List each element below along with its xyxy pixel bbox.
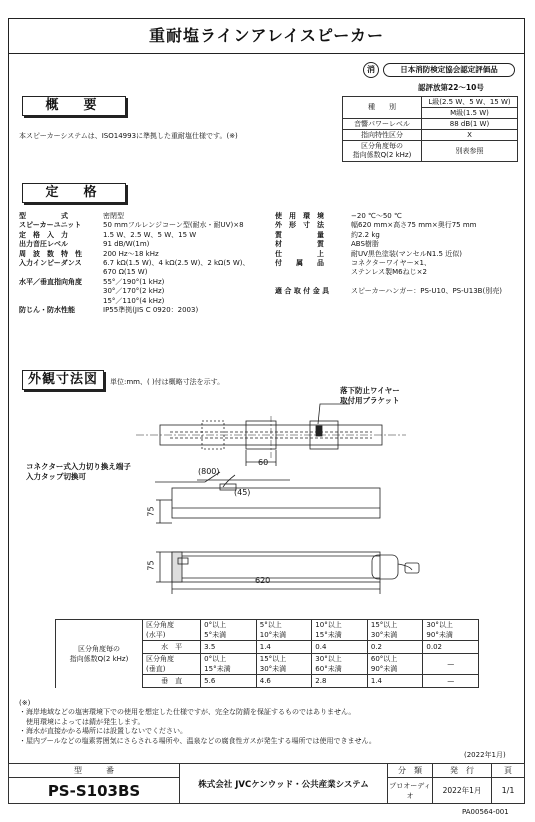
spec-left-row bbox=[19, 268, 269, 277]
horiz-head: 区分角度 (水平) bbox=[143, 620, 201, 641]
spec-right-value: スピーカーハンガー：PS-U10、PS-U13B(別売) bbox=[351, 287, 502, 296]
spec-right-value: ステンレス製M6ねじ×2 bbox=[351, 268, 427, 277]
note-0: (※) bbox=[19, 699, 31, 707]
q-factor-table bbox=[55, 619, 479, 688]
vert-range-2: 15°以上 30°未満 bbox=[256, 654, 312, 675]
note-3: ・海水が直接かかる場所には設置しないでください。 bbox=[19, 727, 187, 736]
dim-60: 60 bbox=[258, 458, 269, 467]
directivity-class-label: 指向特性区分 bbox=[343, 130, 422, 141]
vert-label: 垂 直 bbox=[143, 675, 201, 688]
spec-left-row bbox=[19, 278, 269, 287]
spec-left-label: 定 格 入 力 bbox=[19, 230, 68, 239]
q-table-side-label: 区分角度毎の 指向係数Q(2 kHz) bbox=[56, 620, 143, 688]
directivity-class-value: X bbox=[422, 130, 518, 141]
spec-left-row bbox=[19, 297, 269, 306]
type-value-m: M級(1.5 W) bbox=[422, 108, 518, 119]
type-label: 種 別 bbox=[343, 97, 422, 119]
power-level-label: 音響パワーレベル bbox=[343, 119, 422, 130]
spec-right-value: 耐UV黒色塗装(マンセルN1.5 近似) bbox=[351, 249, 462, 258]
spec-right-row bbox=[275, 240, 525, 249]
spec-left-row bbox=[19, 259, 269, 268]
overview-text: 本スピーカーシステムは、ISO14993に準拠した重耐塩仕様です。(※) bbox=[19, 132, 238, 140]
badge-label: 日本消防検定協会認定評価品 bbox=[383, 63, 515, 77]
spec-right-row bbox=[275, 287, 525, 296]
section-heading-overview: 概 要 bbox=[22, 96, 126, 116]
specs-right bbox=[275, 212, 525, 297]
horiz-range-5: 30°以上 90°未満 bbox=[423, 620, 479, 641]
spec-right-value: コネクターワイヤー×1、 bbox=[351, 259, 431, 268]
dim-75-front: 75 bbox=[146, 560, 156, 571]
spec-right-row bbox=[275, 212, 525, 221]
footer-table bbox=[8, 763, 525, 804]
spec-left-value: 50 mmフルレンジコーン型(耐水・耐UV)×8 bbox=[103, 221, 244, 230]
section-heading-dimensions: 外観寸法図 bbox=[22, 370, 104, 390]
specs-left bbox=[19, 212, 269, 315]
vert-range-5: — bbox=[423, 654, 479, 675]
speaker-side-view bbox=[172, 488, 380, 518]
spec-left-row bbox=[19, 306, 269, 315]
spec-right-value: 幅620 mm×高さ75 mm×奥行75 mm bbox=[351, 221, 477, 230]
spec-left-label: 入力インピーダンス bbox=[19, 259, 82, 268]
horiz-value-3: 0.4 bbox=[312, 641, 368, 654]
vert-value-2: 4.6 bbox=[256, 675, 312, 688]
section-heading-specs: 定 格 bbox=[22, 183, 126, 203]
model-head: 型 番 bbox=[9, 764, 180, 778]
dim-75-side: 75 bbox=[146, 506, 156, 517]
spec-left-row bbox=[19, 250, 269, 259]
spec-left-value: 1.5 W、2.5 W、5 W、15 W bbox=[103, 230, 197, 239]
horiz-range-3: 10°以上 15°未満 bbox=[312, 620, 368, 641]
spec-left-value: 670 Ω(15 W) bbox=[103, 268, 148, 277]
vert-value-4: 1.4 bbox=[367, 675, 423, 688]
horiz-range-2: 5°以上 10°未満 bbox=[256, 620, 312, 641]
spec-left-value: 6.7 kΩ(1.5 W)、4 kΩ(2.5 W)、2 kΩ(5 W)、 bbox=[103, 259, 250, 268]
horiz-value-5: 0.02 bbox=[423, 641, 479, 654]
dim-800: (800) bbox=[198, 467, 220, 476]
spec-right-label: 質 量 bbox=[275, 230, 324, 239]
classification-table bbox=[342, 96, 518, 162]
spec-right-label: 材 質 bbox=[275, 240, 324, 249]
note-4: ・屋内プールなどの塩素雰囲気にさらされる場所や、温泉などの腐食性ガスが発生する場所では使用できません。 bbox=[19, 736, 376, 745]
spec-left-value: 200 Hz〜18 kHz bbox=[103, 249, 159, 258]
spec-right-label: 使 用 環 境 bbox=[275, 212, 324, 220]
company-name: 株式会社 JVCケンウッド・公共産業システム bbox=[180, 764, 388, 804]
issue-head: 発 行 bbox=[433, 764, 492, 778]
dim-620: 620 bbox=[255, 576, 271, 585]
dim-45: (45) bbox=[234, 488, 251, 497]
vert-head: 区分角度 (垂直) bbox=[143, 654, 201, 675]
notes bbox=[19, 699, 519, 746]
page-title: 重耐塩ラインアレイスピーカー bbox=[9, 19, 524, 54]
speaker-end-view bbox=[372, 555, 398, 579]
spec-left-value: 91 dB/W(1m) bbox=[103, 240, 150, 249]
q-factor-value: 別表参照 bbox=[422, 141, 518, 162]
callout-bracket: 落下防止ワイヤー 取付用ブラケット bbox=[340, 386, 400, 405]
spec-left-value: 密閉型 bbox=[103, 212, 124, 220]
vert-value-5: — bbox=[423, 675, 479, 688]
spec-left-value: IP55準拠(JIS C 0920：2003) bbox=[103, 306, 199, 315]
horiz-value-4: 0.2 bbox=[367, 641, 423, 654]
horiz-value-2: 1.4 bbox=[256, 641, 312, 654]
vert-range-4: 60°以上 90°未満 bbox=[367, 654, 423, 675]
fire-defense-mark-icon: 消 bbox=[363, 62, 379, 78]
speaker-front-view bbox=[172, 552, 380, 582]
spec-right-value: ABS樹脂 bbox=[351, 240, 379, 249]
horiz-range-4: 15°以上 30°未満 bbox=[367, 620, 423, 641]
issue-value: 2022年1月 bbox=[433, 778, 492, 804]
spec-right-value: −20 ℃〜50 ℃ bbox=[351, 212, 402, 220]
spec-right-label: 外 形 寸 法 bbox=[275, 221, 324, 230]
spec-right-row bbox=[275, 278, 525, 287]
page-value: 1/1 bbox=[492, 778, 525, 804]
spec-left-value: 30°／170°(2 kHz) bbox=[103, 287, 165, 296]
spec-left-label: 型 式 bbox=[19, 212, 68, 220]
spec-left-label: 防じん・防水性能 bbox=[19, 306, 75, 315]
type-value-l: L級(2.5 W、5 W、15 W) bbox=[422, 97, 518, 108]
spec-left-label: スピーカーユニット bbox=[19, 221, 82, 230]
horiz-value-1: 3.5 bbox=[201, 641, 257, 654]
note-2: 使用環境によっては錆が発生します。 bbox=[19, 717, 145, 726]
spec-left-value: 15°／110°(4 kHz) bbox=[103, 296, 165, 305]
spec-left-row bbox=[19, 231, 269, 240]
page-head: 頁 bbox=[492, 764, 525, 778]
spec-right-row bbox=[275, 268, 525, 277]
spec-left-row bbox=[19, 240, 269, 249]
vert-range-1: 0°以上 15°未満 bbox=[201, 654, 257, 675]
badge-number: 認評放第22〜10号 bbox=[418, 83, 484, 92]
dimensions-note: 単位:mm、( )付は概略寸法を示す。 bbox=[110, 378, 225, 386]
power-level-value: 88 dB(1 W) bbox=[422, 119, 518, 130]
vert-value-3: 2.8 bbox=[312, 675, 368, 688]
model-number: PS-S103BS bbox=[9, 778, 180, 804]
spec-left-label: 出力音圧レベル bbox=[19, 240, 68, 249]
horiz-range-1: 0°以上 5°未満 bbox=[201, 620, 257, 641]
callout-connector: コネクター式入力切り換え端子 入力タップ切換可 bbox=[26, 462, 131, 481]
spec-left-row bbox=[19, 212, 269, 221]
date-note: (2022年1月) bbox=[464, 751, 506, 759]
certification-badge bbox=[363, 62, 515, 78]
dimension-drawing bbox=[20, 380, 520, 605]
doc-code: PA00564-001 bbox=[462, 808, 509, 816]
note-1: ・海岸地域などの塩害環境下での使用を想定した仕様ですが、完全な防錆を保証するものではありません。 bbox=[19, 708, 356, 717]
spec-left-value: 55°／190°(1 kHz) bbox=[103, 277, 165, 286]
spec-right-row bbox=[275, 250, 525, 259]
spec-right-row bbox=[275, 231, 525, 240]
category-value: プロオーディオ bbox=[388, 778, 433, 804]
spec-right-label: 付 属 品 bbox=[275, 259, 324, 268]
spec-right-row bbox=[275, 221, 525, 230]
spec-left-row bbox=[19, 221, 269, 230]
spec-right-label: 適 合 取 付 金 具 bbox=[275, 287, 330, 296]
spec-right-value: 約2.2 kg bbox=[351, 230, 380, 239]
vert-value-1: 5.6 bbox=[201, 675, 257, 688]
q-factor-label: 区分角度毎の 指向係数Q(2 kHz) bbox=[343, 141, 422, 162]
horiz-label: 水 平 bbox=[143, 641, 201, 654]
spec-left-row bbox=[19, 287, 269, 296]
vert-range-3: 30°以上 60°未満 bbox=[312, 654, 368, 675]
spec-right-label: 仕 上 bbox=[275, 249, 324, 258]
category-head: 分 類 bbox=[388, 764, 433, 778]
spec-left-label: 水平／垂直指向角度 bbox=[19, 277, 82, 286]
spec-left-label: 周 波 数 特 性 bbox=[19, 249, 82, 258]
